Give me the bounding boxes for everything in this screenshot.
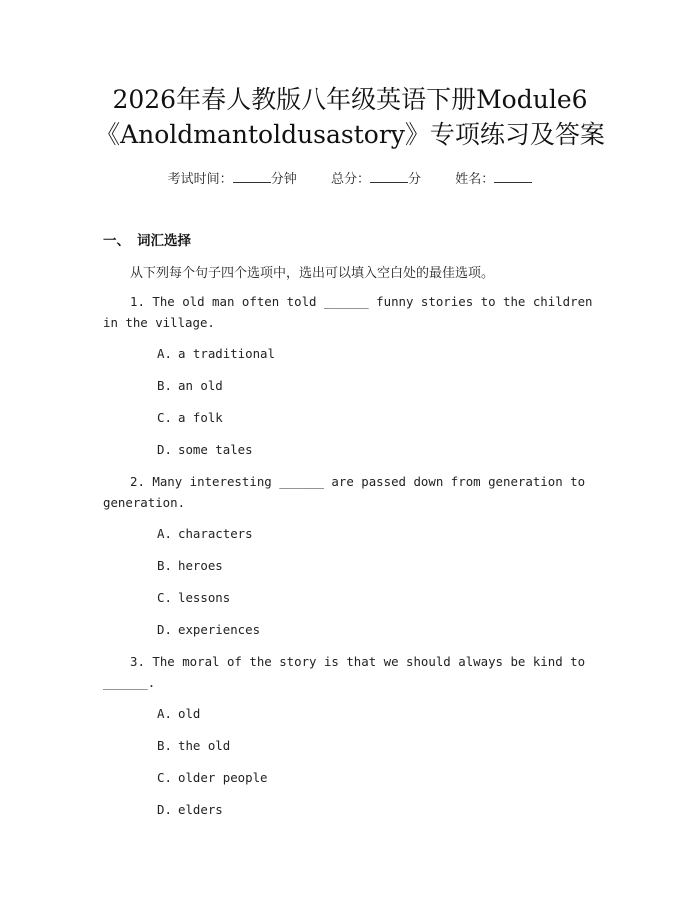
option-letter: D. (157, 622, 172, 637)
option-text: the old (178, 738, 231, 753)
time-unit: 分钟 (270, 172, 297, 187)
document-title-line-2: 《Anoldmantoldusastory》专项练习及答案 (95, 120, 605, 149)
option-text: elders (178, 802, 223, 817)
question-3-option-c (157, 770, 268, 785)
option-text: an old (178, 378, 223, 393)
question-1-option-a (157, 346, 275, 361)
option-letter: A. (157, 346, 172, 361)
option-text: experiences (178, 622, 261, 637)
question-1-text: 1. The old man often told ______ funny stories to the children in the village. (103, 294, 593, 330)
time-label: 考试时间： (167, 172, 233, 187)
question-3-option-d (157, 802, 223, 817)
question-3-option-b (157, 738, 230, 753)
option-text: older people (178, 770, 268, 785)
question-2-option-d (157, 622, 260, 637)
option-text: a folk (178, 410, 223, 425)
question-1-option-c (157, 410, 223, 425)
option-letter: C. (157, 770, 172, 785)
question-2-option-b (157, 558, 223, 573)
option-text: lessons (178, 590, 231, 605)
name-blank (494, 170, 532, 183)
question-2-option-c (157, 590, 230, 605)
exam-meta-row (0, 168, 700, 187)
option-letter: B. (157, 738, 172, 753)
option-text: a traditional (178, 346, 275, 361)
section-title: 词汇选择 (137, 233, 191, 249)
document-title-line-1: 2026年春人教版八年级英语下册Module6 (112, 85, 588, 114)
option-letter: A. (157, 526, 172, 541)
option-letter: B. (157, 378, 172, 393)
question-1-option-d (157, 442, 253, 457)
option-letter: A. (157, 706, 172, 721)
question-2-text: 2. Many interesting ______ are passed down from generation to generation. (103, 474, 586, 510)
score-unit: 分 (408, 172, 422, 187)
option-text: some tales (178, 442, 253, 457)
score-blank (370, 170, 408, 183)
question-1-option-b (157, 378, 223, 393)
option-letter: D. (157, 802, 172, 817)
question-2-option-a (157, 526, 253, 541)
section-instruction: 从下列每个句子四个选项中，选出可以填入空白处的最佳选项。 (130, 266, 495, 281)
option-letter: C. (157, 590, 172, 605)
section-number: 一、 (103, 233, 130, 249)
question-3-option-a (157, 706, 200, 721)
option-letter: D. (157, 442, 172, 457)
option-letter: B. (157, 558, 172, 573)
option-text: old (178, 706, 201, 721)
option-text: heroes (178, 558, 223, 573)
section-heading (103, 229, 191, 249)
question-3-text: 3. The moral of the story is that we should always be kind to ______. (103, 654, 586, 690)
option-letter: C. (157, 410, 172, 425)
option-text: characters (178, 526, 253, 541)
score-label: 总分： (330, 172, 370, 187)
time-blank (233, 170, 271, 183)
name-label: 姓名： (455, 172, 495, 187)
